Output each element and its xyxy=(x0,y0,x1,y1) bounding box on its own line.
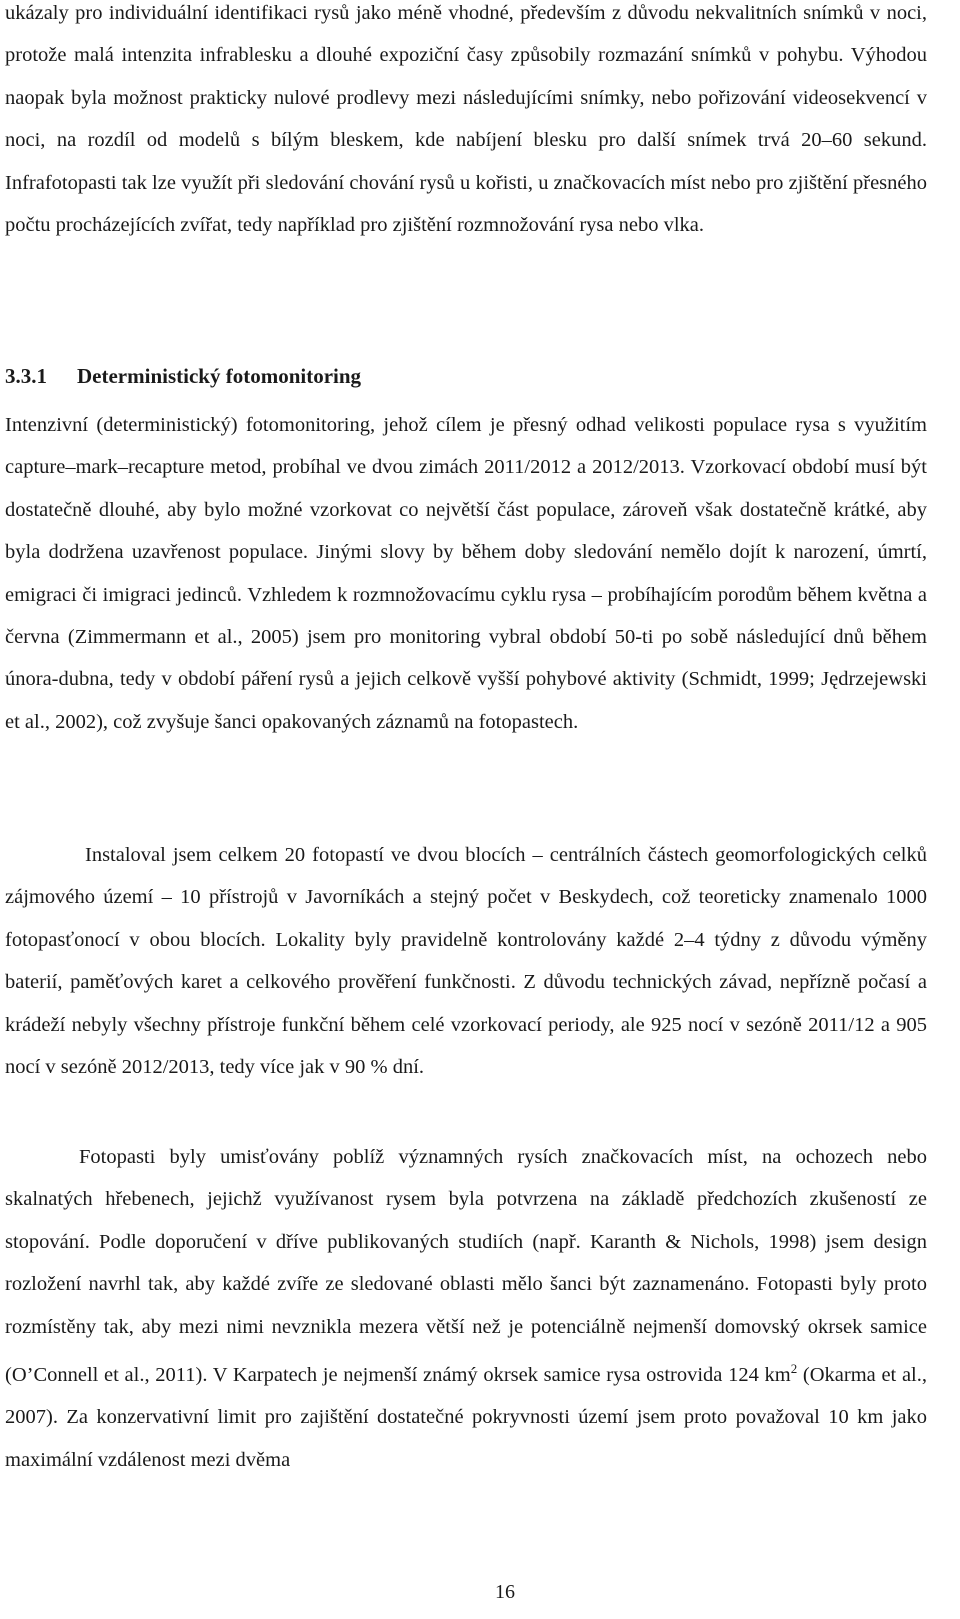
paragraph-infrared-traps: ukázaly pro individuální identifikaci rysů jako méně vhodné, především z důvodu nekvalitních snímků v noci, protože malá intenzita infrablesku a dlouhé expoziční časy způsobily rozmazání snímků v pohybu. Výhodou naopak byla možnost prakticky nulové prodlevy mezi následujícími snímky, nebo pořizování videosekvencí v noci, na rozdíl od modelů s bílým bleskem, kde nabíjení blesku pro další snímek trvá 20–60 sekund. Infrafotopasti tak lze využít při sledování chování rysů u kořisti, u značkovacích míst nebo pro zjištění přesného počtu procházejících zvířat, tedy například pro zjištění rozmnožování rysa nebo vlka. xyxy=(5,2,927,237)
paragraph-installation: Instaloval jsem celkem 20 fotopastí ve dvou blocích – centrálních částech geomorfologických celků zájmového území – 10 přístrojů v Javorníkách a stejný počet v Beskydech, což teoreticky znamenalo 1000 fotopasťonocí v obou blocích. Lokality byly pravidelně kontrolovány každé 2–4 týdny z důvodu výměny baterií, paměťových karet a celkového prověření funkčnosti. Z důvodu technických závad, nepřízně počasí a krádeží nebyly všechny přístroje funkční během celé vzorkovací periody, ale 925 nocí v sezóně 2011/12 a 905 nocí v sezóně 2012/2013, tedy více jak v 90 % dní. xyxy=(5,844,927,1079)
section-heading xyxy=(5,360,361,392)
section-number: 3.3.1 xyxy=(5,364,47,388)
paragraph-4-text-a: Fotopasti byly umisťovány poblíž významných rysích značkovacích míst, na ochozech nebo skalnatých hřebenech, jejichž využívanost rysem byla potvrzena na základě předchozích zkušeností ze stopování. Podle doporučení v dříve publikovaných studiích (např. Karanth & Nichols, 1998) jsem design rozložení navrhl tak, aby každé zvíře ze sledované oblasti mělo šanci být zaznamenáno. Fotopasti byly proto rozmístěny tak, aby mezi nimi nevznikla mezera větší než je potenciálně nejmenší domovský okrsek samice (O’Connell et al., 2011). V Karpatech je nejmenší známý okrsek samice rysa ostrovida 124 km xyxy=(5,1146,927,1386)
paragraph-trap-placement xyxy=(5,1136,927,1481)
superscript-2: 2 xyxy=(790,1361,798,1377)
page-number: 16 xyxy=(495,1581,515,1603)
paragraph-deterministic-monitoring: Intenzivní (deterministický) fotomonitoring, jehož cílem je přesný odhad velikosti populace rysa s využitím capture–mark–recapture metod, probíhal ve dvou zimách 2011/2012 a 2012/2013. Vzorkovací období musí být dostatečně dlouhé, aby bylo možné vzorkovat co největší část populace, zároveň však dostatečně krátké, aby byla dodržena uzavřenost populace. Jinými slovy by během doby sledování nemělo dojít k narození, úmrtí, emigraci či imigraci jedinců. Vzhledem k rozmnožovacímu cyklu rysa – probíhajícím porodům během května a června (Zimmermann et al., 2005) jsem pro monitoring vybral období 50-ti po sobě následující dnů během února-dubna, tedy v období páření rysů a jejich celkově vyšší pohybové aktivity (Schmidt, 1999; Jędrzejewski et al., 2002), což zvyšuje šanci opakovaných záznamů na fotopastech. xyxy=(5,414,927,733)
paragraph-4-text-b: (Okarma et al., 2007). Za konzervativní limit pro zajištění dostatečné pokryvnosti území jsem proto považoval 10 km jako maximální vzdálenost mezi dvěma xyxy=(5,1363,927,1471)
section-title: Deterministický fotomonitoring xyxy=(77,364,362,388)
